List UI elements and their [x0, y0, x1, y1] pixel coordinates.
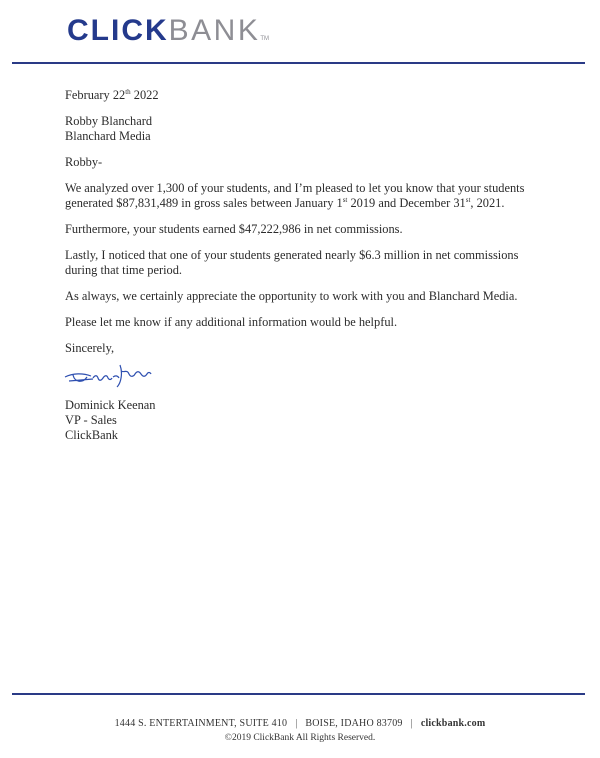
signature [65, 356, 525, 398]
p1-sup-2: st [465, 195, 471, 204]
date-month-day: February 22 [65, 88, 126, 102]
clickbank-logo [67, 14, 269, 56]
paragraph-1 [65, 181, 525, 211]
header-divider [12, 62, 585, 64]
footer-street: 1444 S. ENTERTAINMENT, SUITE 410 [114, 718, 288, 729]
footer-copyright: ©2019 ClickBank All Rights Reserved. [224, 733, 376, 743]
signer-name: Dominick Keenan [65, 398, 156, 412]
signer-company: ClickBank [65, 428, 118, 442]
signature-graphic [63, 361, 163, 391]
paragraph-5: Please let me know if any additional information would be helpful. [65, 315, 398, 329]
letter-body [65, 88, 525, 443]
letter-date [65, 88, 525, 103]
recipient-name: Robby Blanchard [65, 114, 153, 128]
recipient-company: Blanchard Media [65, 129, 151, 143]
logo-bank-text: BANK [168, 14, 261, 47]
paragraph-3: Lastly, I noticed that one of your students generated nearly $6.3 million in net commissions during that time period. [65, 248, 519, 277]
date-year: 2022 [130, 88, 159, 102]
logo-trademark: TM [260, 36, 270, 42]
footer-divider [12, 693, 585, 695]
footer-city: BOISE, IDAHO 83709 [305, 718, 403, 729]
date-suffix: th [125, 87, 131, 96]
footer-address-line: 1444 S. ENTERTAINMENT, SUITE 410 | BOISE, IDAHO 83709 | clickbank.com [114, 718, 486, 729]
p1-sup-1: st [342, 195, 348, 204]
signer-title: VP - Sales [65, 413, 117, 427]
footer-website-link[interactable]: clickbank.com [420, 718, 486, 729]
salutation: Robby- [65, 155, 103, 169]
logo-click-text: CLICK [67, 14, 169, 47]
p1-part-c: , 2021. [470, 196, 505, 210]
paragraph-2: Furthermore, your students earned $47,222,986 in net commissions. [65, 222, 403, 236]
closing: Sincerely, [65, 341, 115, 355]
p1-part-a: We analyzed over 1,300 of your students, and I’m pleased to let you know that your students generated $87,831,489 in gross sales between January 1 [65, 181, 525, 210]
p1-part-b: 2019 and December 31 [347, 196, 466, 210]
paragraph-4: As always, we certainly appreciate the opportunity to work with you and Blanchard Media. [65, 289, 518, 303]
